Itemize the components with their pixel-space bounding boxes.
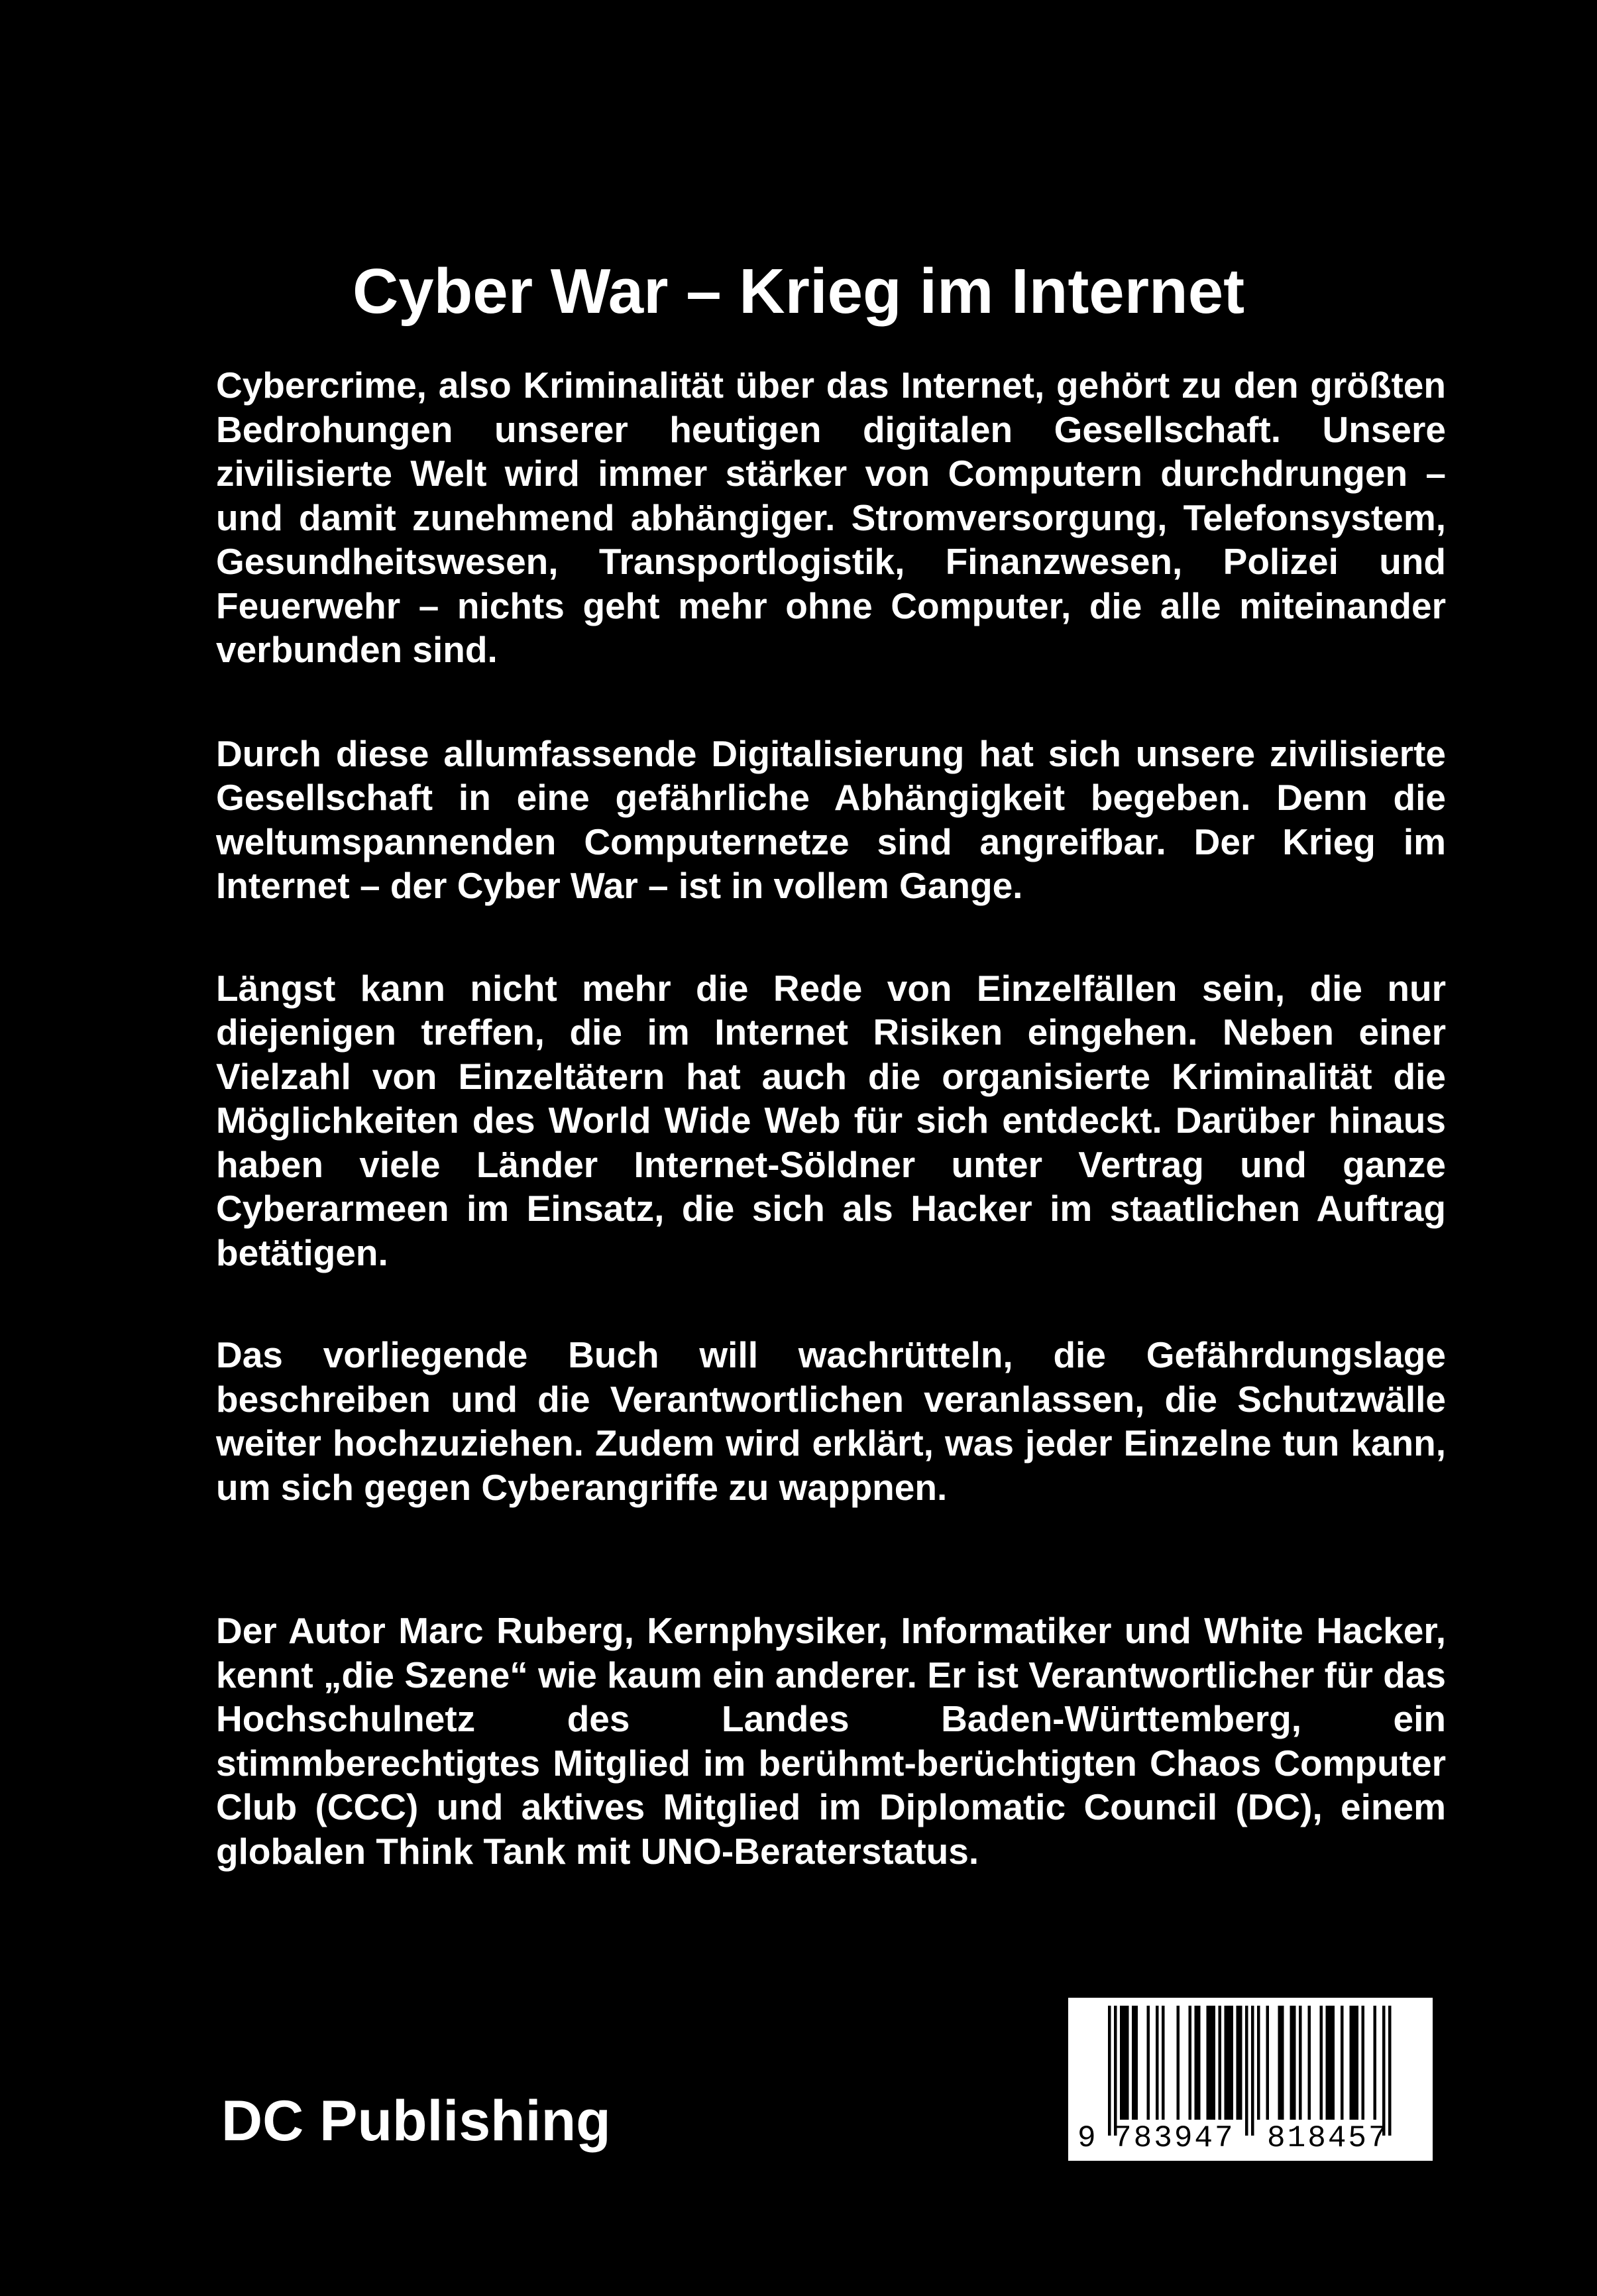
barcode-bar (1278, 2006, 1282, 2120)
barcode-bar (1308, 2006, 1311, 2120)
barcode-bar (1350, 2006, 1353, 2120)
barcode-bar (1177, 2006, 1180, 2120)
blurb-paragraph-2: Durch diese allumfassende Digitalisierung hat sich unsere zivilisierte Gesellschaft in eine gefährliche Abhängigkeit begeben. Denn die weltumspannenden Computernetze sind angreifbar. Der Krieg im Internet – der Cyber War – ist in vollem Gange. (216, 732, 1446, 906)
barcode-bar (1123, 2006, 1127, 2120)
barcode-bar (1290, 2006, 1294, 2120)
barcode-bar (1341, 2006, 1344, 2120)
isbn-number (1068, 2121, 1433, 2155)
barcode-bar (1257, 2006, 1260, 2120)
barcode-bar (1352, 2006, 1356, 2120)
publisher-name: DC Publishing (221, 2089, 611, 2153)
barcode-bar (1231, 2006, 1234, 2120)
blurb-text (216, 363, 1446, 1873)
barcode-bar (1189, 2006, 1192, 2120)
barcode-bar (1356, 2006, 1359, 2120)
cover-title: Cyber War – Krieg im Internet (352, 256, 1245, 327)
author-paragraph: Der Autor Marc Ruberg, Kernphysiker, Informatiker und White Hacker, kennt „die Szene“ wie kaum ein anderer. Er ist Verantwortlicher für das Hochschulnetz des Landes Baden-Württemberg, ein stimmberechtigtes Mitglied im berühmt-berüchtigten Chaos Computer Club (CCC) und aktives Mitglied im Diplomatic Council (DC), einem globalen Think Tank mit UNO-Beraterstatus. (216, 1610, 1446, 1872)
barcode-bar (1227, 2006, 1231, 2120)
barcode-bar (1120, 2006, 1123, 2120)
paragraph-spacer (216, 1275, 1446, 1333)
barcode-bar (1219, 2006, 1222, 2120)
paragraph-spacer (216, 672, 1446, 732)
barcode-bar (1126, 2006, 1129, 2120)
barcode-bar (1213, 2006, 1216, 2120)
barcode-guard-bar (1382, 2006, 1386, 2136)
barcode-bar (1281, 2006, 1284, 2120)
barcode-bar (1197, 2006, 1201, 2120)
barcode-bar (1162, 2006, 1165, 2120)
barcode-bar (1147, 2006, 1150, 2120)
barcode-bar (1326, 2006, 1329, 2120)
blurb-paragraph-1: Cybercrime, also Kriminalität über das Internet, gehört zu den größten Bedrohungen unserer heutigen digitalen Gesellschaft. Unsere zivilisierte Welt wird immer stärker von Computern durchdrungen – und damit zunehmend abhängiger. Stromversorgung, Telefonsystem, Gesundheitswesen, Transportlogistik, Finanzwesen, Polizei und Feuerwehr – nichts geht mehr ohne Computer, die alle miteinander verbunden sind. (216, 365, 1446, 670)
isbn-right-digits: 818457 (1267, 2121, 1389, 2155)
barcode-guard-bar (1114, 2006, 1117, 2136)
barcode-guard-bar (1251, 2006, 1254, 2136)
paragraph-spacer (216, 908, 1446, 966)
barcode-bar (1293, 2006, 1296, 2120)
barcode-bar (1239, 2006, 1242, 2120)
barcode-bar (1135, 2006, 1138, 2120)
barcode-bar (1156, 2006, 1159, 2120)
barcode-bar (1266, 2006, 1270, 2120)
blurb-paragraph-3: Längst kann nicht mehr die Rede von Einzelfällen sein, die nur diejenigen treffen, die im Internet Risiken eingehen. Neben einer Vielzahl von Einzeltätern hat auch die organisierte Kriminalität die Möglichkeiten des World Wide Web für sich entdeckt. Darüber hinaus haben viele Länder Internet-Söldner unter Vertrag und ganze Cyberarmeen im Einsatz, die sich als Hacker im staatlichen Auftrag betätigen. (216, 967, 1446, 1273)
isbn-left-digits: 783947 (1113, 2121, 1235, 2155)
barcode-bar (1207, 2006, 1210, 2120)
barcode-bar (1299, 2006, 1302, 2120)
barcode-bar (1195, 2006, 1198, 2120)
barcode-bar (1225, 2006, 1228, 2120)
barcode-bar (1374, 2006, 1377, 2120)
barcode-bar (1132, 2006, 1135, 2120)
barcode-bar (1237, 2006, 1240, 2120)
barcode-guard-bar (1245, 2006, 1248, 2136)
blurb-paragraph-4: Das vorliegende Buch will wachrütteln, die Gefährdungslage beschreiben und die Verantwortlichen veranlassen, die Schutzwälle weiter hochzuziehen. Zudem wird erklärt, was jeder Einzelne tun kann, um sich gegen Cyberangriffe zu wappnen. (216, 1334, 1446, 1508)
barcode-bar (1362, 2006, 1365, 2120)
barcode-bar (1320, 2006, 1323, 2120)
barcode-bar (1329, 2006, 1332, 2120)
isbn-lead-digit: 9 (1077, 2121, 1096, 2155)
barcode-bar (1332, 2006, 1335, 2120)
isbn-barcode (1068, 1998, 1433, 2161)
barcode-guard-bar (1108, 2006, 1111, 2136)
barcode-guard-bar (1388, 2006, 1392, 2136)
barcode-bar (1209, 2006, 1213, 2120)
paragraph-spacer (216, 1509, 1446, 1609)
